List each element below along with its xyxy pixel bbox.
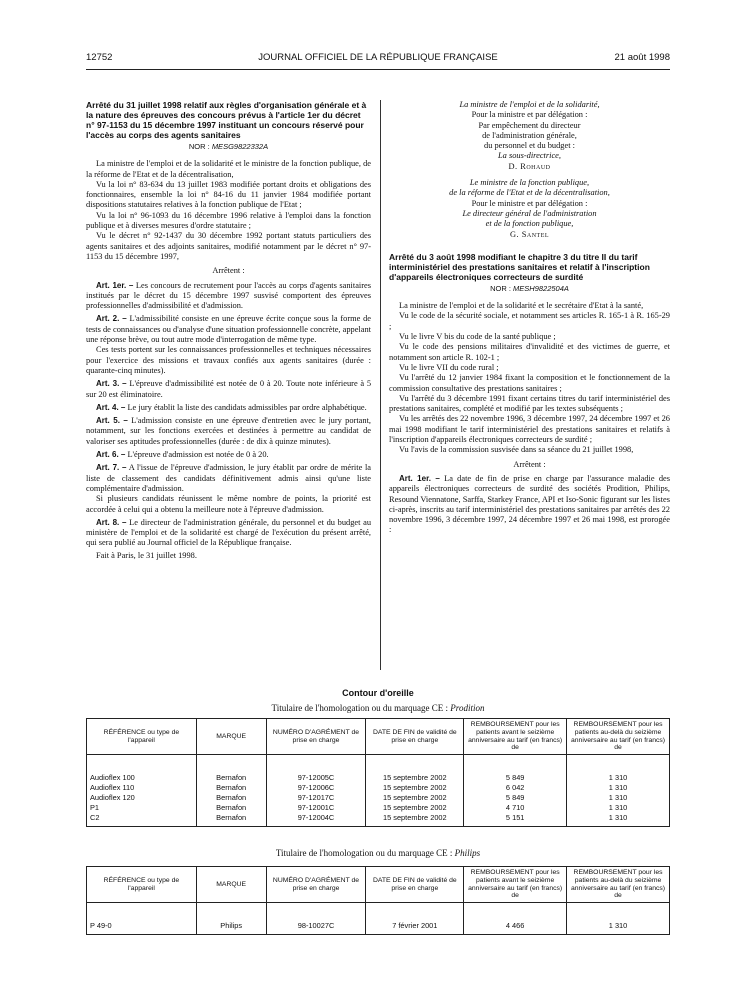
table-row: P1 Bernafon 97-12001C 15 septembre 2002 4 710 1 310 — [87, 803, 670, 813]
header-rule — [86, 69, 670, 70]
right-para: Vu les arrêtés des 22 novembre 1996, 3 décembre 1997, 24 décembre 1997 et 26 mai 1998 modifiant le tarif interministériel des prestations sanitaires et relatifs à l'inscription d'appareils électroniques correcteurs de surdité ; — [389, 414, 670, 445]
left-arretent: Arrêtent : — [212, 266, 245, 276]
table-row: Audioflex 110 Bernafon 97-12006C 15 septembre 2002 6 042 1 310 — [87, 783, 670, 793]
left-arrete-title: Arrêté du 31 juillet 1998 relatif aux règles d'organisation générale et à la nature des épreuves des concours prévus à l'article 1er du décret n° 97-1153 du 15 décembre 1997 instituant un concours réservé pour l'accès au corps des agents sanitaires — [86, 100, 367, 140]
left-para: Vu la loi n° 96-1093 du 16 décembre 1996 relative à l'emploi dans la fonction publique et à diverses mesures d'ordre statutaire ; — [86, 210, 371, 231]
article: Si plusieurs candidats réunissent le même nombre de points, la priorité est accordée à celui qui a obtenu la meilleure note à l'épreuve d'admission. — [86, 494, 371, 514]
col-ref: RÉFÉRENCE ou type de l'appareil — [87, 719, 197, 755]
right-para: Vu l'arrêté du 3 décembre 1991 fixant certains titres du tarif interministériel des prestations sanitaires, complété et modifié par les textes subséquents ; — [389, 393, 670, 414]
journal-title: JOURNAL OFFICIEL DE LA RÉPUBLIQUE FRANÇAISE — [258, 52, 498, 63]
right-para: Vu le livre VII du code rural ; — [399, 362, 499, 372]
col-date: DATE DE FIN de validité de prise en charge — [366, 867, 464, 903]
page-number: 12752 — [86, 52, 113, 63]
col-remb2: REMBOURSEMENT pour les patients au-delà du seizième anniversaire au tarif (en francs) de — [567, 719, 670, 755]
table-philips — [86, 866, 670, 935]
left-column — [86, 100, 371, 561]
right-para: Vu l'avis de la commission susvisée dans sa séance du 21 juillet 1998, — [399, 445, 634, 455]
right-para: Vu le code des pensions militaires d'invalidité et des victimes de guerre, et notamment son article R. 102-1 ; — [389, 342, 670, 362]
article: Ces tests portent sur les connaissances professionnelles et techniques nécessaires pour l'exercice des missions et travaux confiés aux agents sanitaires (durée : quarante-cinq minutes). — [86, 345, 371, 375]
col-marque: MARQUE — [196, 719, 266, 755]
article: Art. 1er. – La date de fin de prise en charge par l'assurance maladie des appareils électroniques correcteurs de surdité des sociétés Prodition, Philips, Resound Viennatone, Sarffa, Starkey France, API et Iso-Sonic figurant sur les listes ci-après, inscrits au tarif interministériel des prestations sanitaires par arrêtés des 22 novembre 1996, 3 décembre 1997, 24 décembre 1997 et 26 mai 1998, est prorogée : — [389, 473, 670, 535]
right-para: Vu le code de la sécurité sociale, et notamment ses articles R. 165-1 à R. 165-29 ; — [389, 311, 670, 331]
article: Art. 2. – L'admissibilité consiste en une épreuve écrite conçue sous la forme de tests de connaissances ou d'analyse d'une situation professionnelle concrète, appelant une réponse brève, ou tout autre mode d'interrogation de même type. — [86, 314, 372, 345]
right-nor: NOR : MESH9822504A — [490, 283, 569, 293]
right-arrete-title: Arrêté du 3 août 1998 modifiant le chapitre 3 du titre II du tarif interministériel des prestations sanitaires et relatif à l'inscription d'appareils électroniques correcteurs de surdité — [389, 251, 650, 282]
col-agrement: NUMÉRO D'AGRÉMENT de prise en charge — [266, 867, 366, 903]
table-row: Audioflex 100 Bernafon 97-12005C 15 septembre 2002 5 849 1 310 — [87, 773, 670, 783]
col-marque: MARQUE — [196, 867, 266, 903]
col-date: DATE DE FIN de validité de prise en charge — [366, 719, 464, 755]
article: Art. 4. – Le jury établit la liste des candidats admissibles par ordre alphabétique. — [96, 402, 367, 412]
article: Art. 5. – L'admission consiste en une épreuve d'entretien avec le jury portant, notamment, sur les fonctions exercées et destinées à permettre au candidat de valoriser ses aptitudes professionnelles (durée : de dix à quinze minutes). — [86, 416, 372, 446]
left-para: La ministre de l'emploi et de la solidarité et le ministre de la fonction publique, de la réforme de l'Etat et de la décentralisation, — [86, 159, 371, 179]
section-title: Contour d'oreille — [342, 688, 414, 698]
issue-date: 21 août 1998 — [614, 52, 670, 63]
right-para: Vu le livre V bis du code de la santé publique ; — [399, 332, 556, 342]
article: Art. 1er. – Les concours de recrutement pour l'accès au corps d'agents sanitaires institués par le décret du 15 décembre 1997 susvisé comportent des épreuves professionnelles d'admissibilité et d'admission. — [86, 280, 372, 311]
fait-a-paris: Fait à Paris, le 31 juillet 1998. — [96, 550, 197, 560]
holder-philips: Titulaire de l'homologation ou du marquage CE : Philips — [275, 848, 481, 858]
signature-block-2: Le ministre de la fonction publique, de la réforme de l'Etat et de la décentralisation, Pour le ministre et par délégation : Le directeur général de l'administration et de la fonction publique, G. Santel — [449, 178, 610, 239]
table-prodition — [86, 718, 670, 827]
signature-block-1: La ministre de l'emploi et de la solidarité, Pour la ministre et par délégation : Par empêchement du directeur de l'administration générale, du personnel et du budget : La sous-directrice, D. Rohaud — [459, 100, 600, 171]
page-header — [86, 52, 670, 66]
article: Art. 8. – Le directeur de l'administration générale, du personnel et du budget au ministère de l'emploi et de la solidarité est chargé de l'exécution du présent arrêté, qui sera publié au Journal officiel de la République française. — [86, 517, 372, 548]
right-column — [389, 100, 670, 536]
article: Art. 7. – A l'issue de l'épreuve d'admission, le jury établit par ordre de mérite la liste de classement des candidats définitivement admis ainsi qu'une liste complémentaire d'admission. — [86, 463, 371, 493]
article: Art. 6. – L'épreuve d'admission est notée de 0 à 20. — [96, 450, 269, 460]
col-remb2: REMBOURSEMENT pour les patients au-delà du seizième anniversaire au tarif (en francs) de — [567, 867, 670, 903]
article: Art. 3. – L'épreuve d'admissibilité est notée de 0 à 20. Toute note inférieure à 5 sur 20 est éliminatoire. — [86, 379, 372, 399]
right-para: La ministre de l'emploi et de la solidarité et le secrétaire d'Etat à la santé, — [399, 301, 644, 311]
table-row: C2 Bernafon 97-12004C 15 septembre 2002 5 151 1 310 — [87, 813, 670, 827]
col-agrement: NUMÉRO D'AGRÉMENT de prise en charge — [266, 719, 366, 755]
right-para: Vu l'arrêté du 12 janvier 1984 fixant la composition et le fonctionnement de la commission consultative des prestations sanitaires ; — [389, 373, 670, 393]
right-arretent: Arrêtent : — [513, 459, 546, 469]
left-para: Vu le décret n° 92-1437 du 30 décembre 1992 portant statuts particuliers des agents sanitaires et des adjoints sanitaires, modifié notamment par le décret n° 97-1153 du 15 décembre 1997, — [86, 231, 371, 261]
left-para: Vu la loi n° 83-634 du 13 juillet 1983 modifiée portant droits et obligations des fonctionnaires, ensemble la loi n° 84-16 du 11 janvier 1984 modifiée portant dispositions statutaires relatives à la fonction publique de l'Etat ; — [86, 179, 371, 210]
col-remb1: REMBOURSEMENT pour les patients avant le seizième anniversaire au tarif (en francs) de — [464, 867, 567, 903]
table-row: Audioflex 120 Bernafon 97-12017C 15 septembre 2002 5 849 1 310 — [87, 793, 670, 803]
table-row: P 49-0 Philips 98-10027C 7 février 2001 4 466 1 310 — [87, 921, 670, 935]
column-divider — [380, 100, 381, 670]
left-nor: NOR : MESG9822332A — [188, 142, 269, 151]
col-remb1: REMBOURSEMENT pour les patients avant le seizième anniversaire au tarif (en francs) de — [464, 719, 567, 755]
holder-prodition: Titulaire de l'homologation ou du marquage CE : Prodition — [271, 703, 485, 713]
col-ref: RÉFÉRENCE ou type de l'appareil — [87, 867, 197, 903]
